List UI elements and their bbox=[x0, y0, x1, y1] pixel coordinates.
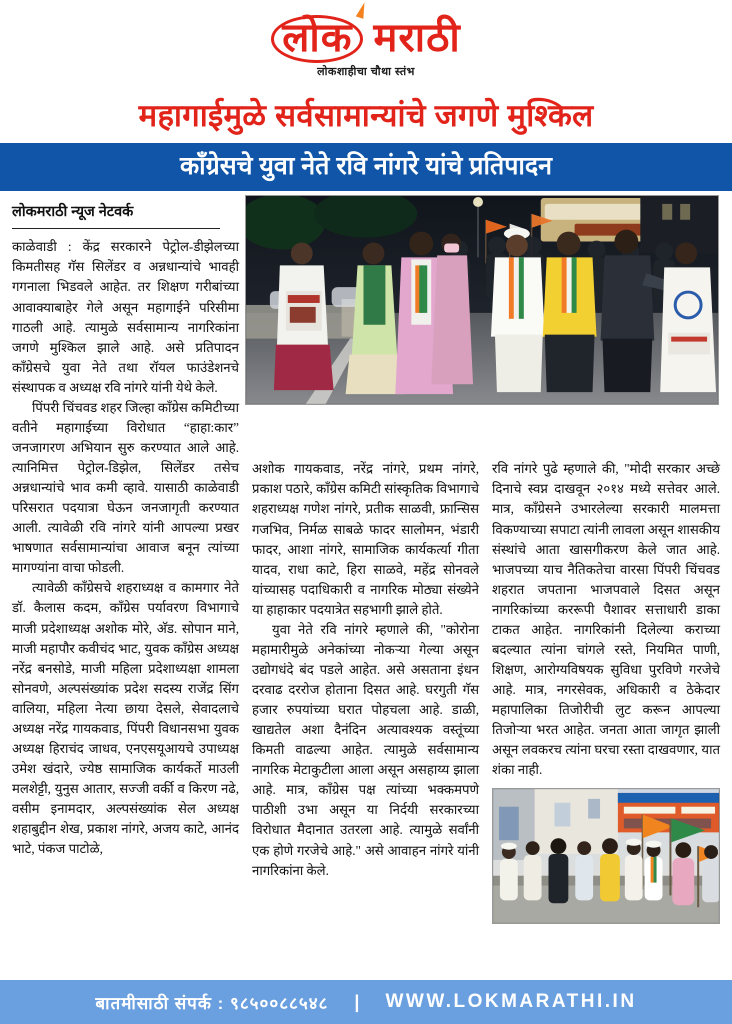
masthead bbox=[0, 0, 732, 92]
contact-info[interactable]: बातमीसाठी संपर्क : ९८५००८८५४८ bbox=[95, 993, 329, 1013]
column-3 bbox=[492, 237, 720, 924]
website-url[interactable]: WWW.LOKMARATHI.IN bbox=[385, 991, 637, 1012]
secondary-photo-graphic bbox=[493, 789, 719, 923]
paragraph: पिंपरी चिंचवड शहर जिल्हा काँग्रेस कमिटीच्या वतीने महागाईच्या विरोधात “हाहा:कार” जनजागरण अभियान सुरु करण्यात आले आहे. त्यानिमित्त पेट्रोल-डिझेल, सिलेंडर तसेच अन्नधान्यांचे भाव कमी व्हावे. यासाठी काळेवाडी परिसरात पदयात्रा घेऊन जनजागृती करण्यात आली. त्यावेळी रवि नांगरे यांनी आपल्या प्रखर भाषणात सर्वसामान्यांचा आवाज बनून त्यांच्या मागण्यांना वाचा फोडली. bbox=[12, 399, 239, 576]
byline-block bbox=[12, 201, 234, 229]
footer-separator: | bbox=[354, 991, 360, 1012]
main-headline-bar bbox=[0, 92, 732, 143]
publication-logo[interactable] bbox=[271, 15, 460, 78]
byline: लोकमराठी न्यूज नेटवर्क bbox=[12, 204, 134, 221]
sub-headline-bar bbox=[0, 143, 732, 192]
paragraph: युवा नेते रवि नांगरे म्हणाले की, "कोरोना महामारीमुळे अनेकांच्या नोकऱ्या गेल्या असून उद्योगधंदे बंद पडले आहेत. असे असताना इंधन दरवाढ दररोज होताना दिसत आहे. घरगुती गॅस हजार रुपयांच्या घरात पोहचला आहे. डाळी, खाद्यतेल अशा दैनंदिन अत्यावश्यक वस्तूंच्या किमती वाढल्या आहेत. त्यामुळे सर्वसामान्य नागरिक मेटाकुटीला आला असून असहाय्य झाला आहे. मात्र, काँग्रेस पक्ष त्यांच्या भक्कमपणे पाठीशी उभा असून या निर्दयी सरकारच्या विरोधात मैदानात उतरला आहे. त्यामुळे सर्वांनी एक होणे गरजेचे आहे." असे आवाहन नांगरे यांनी नागरिकांना केले. bbox=[252, 621, 479, 878]
article-body bbox=[0, 191, 732, 980]
paragraph: रवि नांगरे पुढे म्हणाले की, "मोदी सरकार अच्छे दिनाचे स्वप्न दाखवून २०१४ मध्ये सत्तेवर आले. मात्र, काँग्रेसने उभारलेल्या सरकारी मालमत्ता विकण्याच्या सपाटा त्यांनी लावला असून शासकीय संस्थांचे आता खासगीकरण केले जात आहे. भाजपच्या याच नैतिकतेचा वारसा पिंपरी चिंचवड शहरात जपताना भाजपवाले दिसत असून नागरिकांच्या कररूपी पैशावर सत्ताधारी डाका टाकत आहेत. नागरिकांनी दिलेल्या कराच्या बदल्यात त्यांना चांगले रस्ते, नियमित पाणी, शिक्षण, आरोग्यविषयक सुविधा पुरविणे गरजेचे आहे. मात्र, नगरसेवक, अधिकारी व ठेकेदार महापालिका तिजोरीची लुट करून आपल्या तिजोऱ्या भरत आहेत. जनता आता जागृत झाली असून लवकरच त्यांना घरचा रस्ता दाखवणार, यात शंका नाही. bbox=[492, 461, 720, 778]
article-columns bbox=[12, 237, 720, 924]
column-2 bbox=[252, 237, 479, 924]
footer-bar bbox=[0, 980, 732, 1024]
logo-wordmark bbox=[271, 15, 460, 63]
logo-tagline: लोकशाहीचा चौथा स्तंभ bbox=[317, 65, 415, 78]
paragraph: त्यावेळी काँग्रेसचे शहराध्यक्ष व कामगार नेते डॉ. कैलास कदम, काँग्रेस पर्यावरण विभागाचे माजी प्रदेशाध्यक्ष अशोक मोरे, अ‍ॅड. सोपान माने, माजी महापौर कवीचंद भाट, युवक काँग्रेस अध्यक्ष नरेंद्र बनसोडे, माजी महिला प्रदेशाध्यक्षा शामला सोनवणे, अल्पसंख्यांक प्रदेश सदस्य राजेंद्र सिंग वालिया, महिला नेत्या छाया देसले, सेवादलाचे अध्यक्ष नरेंद्र गायकवाड, पिंपरी विधानसभा युवक अध्यक्ष हिराचंद जाधव, एनएसयूआयचे उपाध्यक्ष उमेश खंदारे, ज्येष्ठ सामाजिक कार्यकर्ते माउली मलशेट्टी, युनुस आतार, सज्जी वर्की व किरण नढे, वसीम इनामदार, अल्पसंख्यांक सेल अध्यक्ष शहाबुद्दीन शेख, प्रकाश नांगरे, अजय काटे, आनंद भाटे, पंकज पाटोळे, bbox=[12, 580, 239, 857]
column-1 bbox=[12, 237, 239, 924]
byline-divider bbox=[12, 228, 220, 229]
secondary-photo bbox=[492, 788, 720, 924]
flame-icon bbox=[356, 1, 369, 19]
logo-lok-text: लोक bbox=[271, 15, 363, 63]
sub-headline: काँग्रेसचे युवा नेते रवि नांगरे यांचे प्रतिपादन bbox=[179, 151, 553, 180]
paragraph: काळेवाडी : केंद्र सरकारने पेट्रोल-डीझेलच्या किमतीसह गॅस सिलेंडर व अन्नधान्यांचे भावही गगनाला भिडवले आहेत. तर शिक्षण गरीबांच्या आवाक्याबाहेर गेले असून महागाईने परिसीमा गाठली आहे. त्यामुळे सर्वसामान्य नागरिकांना जगणे मुश्किल झाले आहे. असे प्रतिपादन काँग्रेसचे युवा नेते तथा रॉयल फाउंडेशनचे संस्थापक व अध्यक्ष रवि नांगरे यांनी येथे केले. bbox=[12, 239, 239, 395]
main-headline: महागाईमुळे सर्वसामान्यांचे जगणे मुश्किल bbox=[138, 98, 594, 133]
logo-marathi-text: मराठी bbox=[373, 15, 461, 60]
paragraph: अशोक गायकवाड, नरेंद्र नांगरे, प्रथम नांगरे, प्रकाश पठारे, काँग्रेस कमिटी सांस्कृतिक विभागाचे शहराध्यक्ष गणेश नांगरे, प्रतीक साळवी, फ्रान्सिस गजभिव, निर्मळ साबळे फादर सालोमन, भंडारी फादर, आशा नांगरे, सामाजिक कार्यकर्त्या गीता यादव, राधा काटे, हिरा साळवे, महेंद्र सोनवले यांच्यासह पदाधिकारी व नागरिक मोठ्या संख्येने या हाहाकार पदयात्रेत सहभागी झाले होते. bbox=[252, 461, 479, 617]
